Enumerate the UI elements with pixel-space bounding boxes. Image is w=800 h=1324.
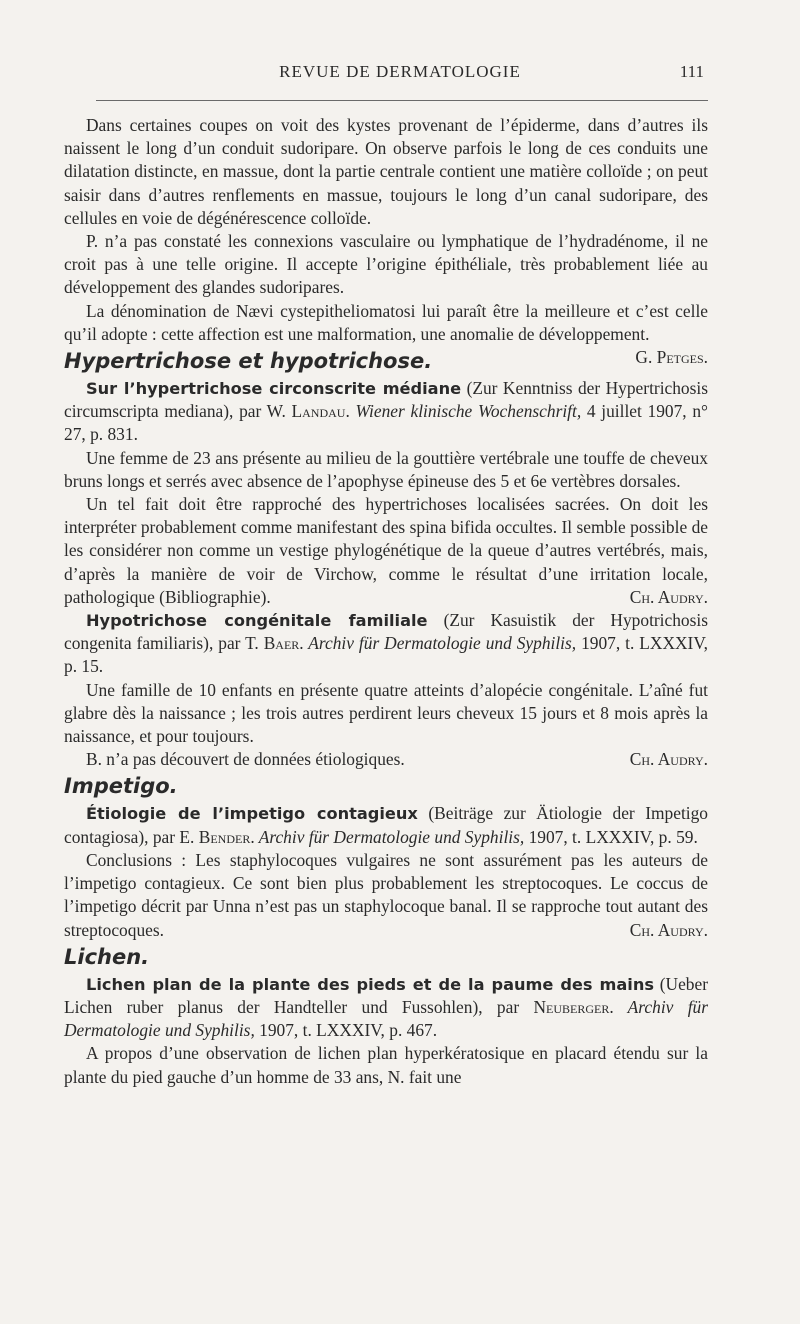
running-header xyxy=(96,62,704,88)
entry-author: Bender. xyxy=(198,826,255,847)
paragraph-text: Un tel fait doit être rapproché des hypertrichoses localisées sacrées. On doit les interpréter probablement comme manifestant des spina bifida occultes. Il semble possible de les considérer non comme un vestige phylogénétique de la queue d’autres vertébrés, mais, d’après la manière de voir de Virchow, comme le résultat d’une irritation locale, pathologique (Bibliographie). xyxy=(64,494,708,607)
entry-heading xyxy=(64,377,708,447)
page-number: 111 xyxy=(679,62,704,81)
paragraph: P. n’a pas constaté les connexions vasculaire ou lymphatique de l’hydradénome, il ne croit pas à une telle origine. Il accepte l’origine épithéliale, très probablement liée au développement des glandes sudoripares. xyxy=(64,231,708,298)
entry-reference: (Zur Kasuistik der Hypotrichosis congenita familiaris), par T. xyxy=(64,610,708,654)
entry-heading xyxy=(64,973,708,1043)
signature: G. Petges. xyxy=(635,347,708,368)
entry-heading xyxy=(64,609,708,679)
signature: Ch. Audry. xyxy=(629,749,708,770)
paragraph: Une famille de 10 enfants en présente quatre atteints d’alopécie congénitale. L’aîné fut glabre dès la naissance ; les trois autres perdirent leurs cheveux 15 jours et 8 mois après la naissance, et pour toujours. xyxy=(64,679,708,747)
entry-reference: (Zur Kenntniss der Hypertrichosis circumscripta mediana), par W. xyxy=(64,378,708,422)
entry-journal: Archiv für Dermatologie und Syphilis, xyxy=(254,826,525,847)
article-body xyxy=(64,114,708,1089)
paragraph-text: La dénomination de Nævi cystepitheliomatosi lui paraît être la meilleure et c’est celle qu’il adopte : cette affection est une malformation, une anomalie de développement. xyxy=(64,300,708,344)
entry-author: Landau. xyxy=(291,401,350,422)
header-rule xyxy=(96,100,708,101)
entry-title: Étiologie de l’impetigo contagieux xyxy=(86,804,418,824)
entry-reference-end: 4 juillet 1907, n° 27, p. 831. xyxy=(64,401,708,445)
signature: Ch. Audry. xyxy=(629,919,708,940)
paragraph-text: B. n’a pas découvert de données étiologiques. xyxy=(86,749,405,770)
entry-reference-end: 1907, t. LXXXIV, p. 59. xyxy=(524,826,698,847)
paragraph: Dans certaines coupes on voit des kystes provenant de l’épiderme, dans d’autres ils naissent le long d’un conduit sudoripare. On observe parfois le long de ces conduits une dilatation distincte, en massue, dont la partie centrale contient une matière colloïde ; on peut saisir dans d’autres renflements en massue, toujours le long d’un canal sudoripare, des cellules en voie de dégénérescence colloïde. xyxy=(64,115,708,228)
section-heading: Hypertrichose et hypotrichose. xyxy=(64,349,433,374)
section-heading: Lichen. xyxy=(64,944,150,969)
signature: Ch. Audry. xyxy=(629,586,708,607)
paragraph xyxy=(64,849,708,942)
section-heading: Impetigo. xyxy=(64,774,178,799)
entry-heading xyxy=(64,802,708,848)
entry-journal: Archiv für Dermatologie und Syphilis, xyxy=(64,996,708,1041)
entry-author: Baer. xyxy=(263,633,304,654)
entry-title: Lichen plan de la plante des pieds et de la paume des mains xyxy=(86,974,655,994)
entry-reference-end: 1907, t. LXXXIV, p. 467. xyxy=(254,1020,438,1041)
entry-title: Hypotrichose congénitale familiale xyxy=(86,611,428,631)
entry-reference: (Beiträge zur Ätiologie der Impetigo contagiosa), par E. xyxy=(64,803,708,847)
entry-journal: Wiener klinische Wochenschrift, xyxy=(349,401,582,422)
entry-title: Sur l’hypertrichose circonscrite médiane xyxy=(86,379,462,399)
paragraph-text: Conclusions : Les staphylocoques vulgaires ne sont assurément pas les auteurs de l’impetigo contagieux. Ce sont bien plus probablement les streptocoques. Le coccus de l’impetigo décrit par Unna n’est pas un staphylocoque banal. Il se rapproche tout autant des streptocoques. xyxy=(64,849,708,940)
entry-reference: (Ueber Lichen ruber planus der Handteller und Fussohlen), par xyxy=(64,973,708,1017)
paragraph: A propos d’une observation de lichen plan hyperkératosique en placard étendu sur la plante du pied gauche d’un homme de 33 ans, N. fait une xyxy=(64,1043,708,1087)
journal-title: REVUE DE DERMATOLOGIE xyxy=(279,62,521,81)
paragraph xyxy=(64,493,708,609)
entry-author: Neuberger. xyxy=(533,996,614,1017)
entry-reference-end: 1907, t. LXXXIV, p. 15. xyxy=(64,633,709,677)
entry-journal: Archiv für Dermatologie und Syphilis, xyxy=(303,633,577,654)
paragraph: Une femme de 23 ans présente au milieu de la gouttière vertébrale une touffe de cheveux bruns longs et serrés avec absence de l’apophyse épineuse des 5 et 6e vertèbres dorsales. xyxy=(64,447,708,491)
paragraph xyxy=(64,748,708,771)
